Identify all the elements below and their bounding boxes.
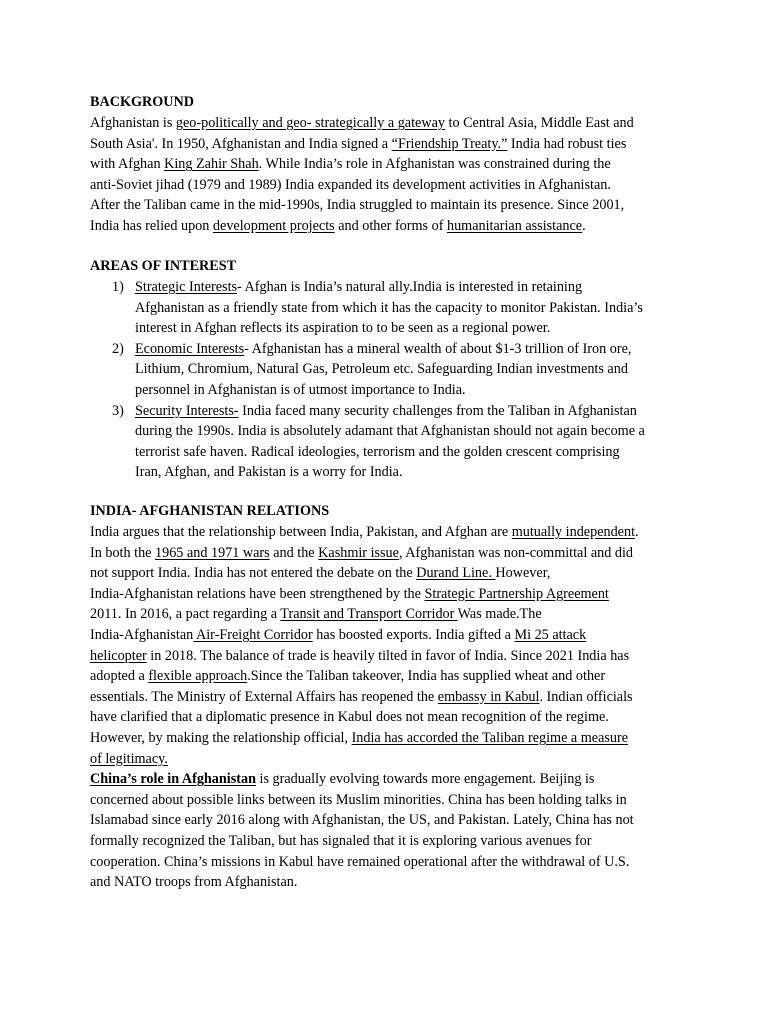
background-line bbox=[90, 154, 611, 174]
underlined-text: Kashmir issue bbox=[318, 544, 399, 561]
text-segment: terrorist safe haven. Radical ideologies, terrorism and the golden crescent comprising bbox=[135, 443, 620, 460]
underlined-text: Transit and Transport Corridor bbox=[280, 606, 458, 623]
text-segment: 2011. In 2016, a pact regarding a bbox=[90, 606, 281, 623]
text-segment: . bbox=[582, 218, 586, 234]
list-item-line bbox=[135, 401, 637, 421]
text-segment: India-Afghanistan bbox=[90, 627, 194, 643]
relations-line bbox=[90, 872, 297, 892]
relations-heading: INDIA- AFGHANISTAN RELATIONS bbox=[90, 503, 330, 519]
text-segment: in 2018. The balance of trade is heavily tilted in favor of India. Since 2021 India has bbox=[146, 647, 630, 664]
underlined-text: Economic Interests bbox=[135, 340, 245, 357]
relations-line bbox=[90, 625, 586, 645]
relations-line bbox=[90, 543, 633, 563]
relations-line bbox=[90, 707, 609, 727]
list-item-line bbox=[135, 462, 403, 482]
relations-line bbox=[90, 769, 594, 789]
list-number: 2) bbox=[112, 340, 124, 357]
text-segment: to Central Asia, Middle East and bbox=[444, 115, 634, 131]
underlined-text: geo-politically and geo- strategically a gateway bbox=[175, 115, 445, 131]
underlined-text: development projects bbox=[212, 218, 335, 234]
relations-line bbox=[90, 687, 633, 707]
relations-line bbox=[90, 810, 634, 830]
underlined-text: Strategic Interests bbox=[135, 279, 238, 295]
list-number: 1) bbox=[112, 279, 124, 295]
underlined-text: helicopter bbox=[90, 647, 147, 664]
underlined-text: Strategic Partnership Agreement bbox=[424, 585, 609, 602]
underlined-text: Durand Line. bbox=[416, 565, 496, 582]
list-item-line bbox=[135, 277, 582, 297]
text-segment: Lithium, Chromium, Natural Gas, Petroleum etc. Safeguarding Indian investments and bbox=[135, 361, 628, 378]
underlined-text: Mi 25 attack bbox=[514, 627, 587, 643]
underlined-text: Air-Freight Corridor bbox=[193, 627, 313, 643]
text-segment: adopted a bbox=[90, 668, 149, 685]
text-segment: However, bbox=[495, 565, 551, 582]
list-item-line bbox=[135, 298, 643, 318]
text-segment: . While India’s role in Afghanistan was constrained during the bbox=[258, 156, 611, 173]
text-segment: . Indian officials bbox=[539, 688, 633, 705]
underlined-text: humanitarian assistance bbox=[446, 218, 583, 234]
text-segment: is gradually evolving towards more engagement. Beijing is bbox=[255, 771, 595, 788]
list-item-line bbox=[135, 359, 628, 379]
list-item-line bbox=[135, 318, 550, 338]
underlined-text: “Friendship Treaty.” bbox=[391, 135, 508, 152]
text-segment: - Afghanistan has a mineral wealth of about $1-3 trillion of Iron ore, bbox=[244, 340, 632, 357]
areas-heading: AREAS OF INTEREST bbox=[90, 258, 237, 274]
text-segment: formally recognized the Taliban, but has signaled that it is exploring various avenues for bbox=[90, 833, 592, 849]
background-line bbox=[90, 195, 624, 215]
text-segment: cooperation. China’s missions in Kabul have remained operational after the withdrawal of U.S. bbox=[90, 853, 630, 870]
relations-line bbox=[90, 584, 609, 604]
text-segment: India had robust ties bbox=[507, 135, 627, 152]
underlined-text: of legitimacy. bbox=[90, 750, 168, 767]
list-number: 3) bbox=[112, 402, 124, 419]
text-segment: Afghanistan is bbox=[90, 115, 176, 131]
relations-line bbox=[90, 563, 550, 583]
background-line bbox=[90, 113, 634, 133]
text-segment: essentials. The Ministry of External Affairs has reopened the bbox=[90, 688, 438, 705]
background-heading: BACKGROUND bbox=[90, 94, 195, 110]
relations-line bbox=[90, 790, 627, 810]
list-item-line bbox=[135, 421, 645, 441]
list-item-line bbox=[135, 442, 620, 462]
background-line bbox=[90, 216, 586, 236]
underlined-text: Security Interests- bbox=[135, 402, 239, 419]
list-item-line bbox=[135, 339, 631, 359]
text-segment: India has relied upon bbox=[90, 218, 213, 234]
text-segment: Afghanistan as a friendly state from which it has the capacity to monitor Pakistan. India’s bbox=[135, 299, 643, 316]
relations-line bbox=[90, 831, 591, 851]
relations-line bbox=[90, 522, 639, 542]
text-segment: After the Taliban came in the mid-1990s, India struggled to maintain its presence. Since 2001, bbox=[90, 197, 625, 214]
underlined-text: embassy in Kabul bbox=[437, 688, 540, 705]
underlined-text: mutually independent bbox=[511, 524, 636, 540]
text-segment: and the bbox=[269, 544, 319, 561]
text-segment: interest in Afghan reflects its aspiration to to be seen as a regional power. bbox=[135, 320, 551, 337]
relations-line bbox=[90, 728, 628, 748]
underlined-text: flexible approach bbox=[148, 668, 248, 685]
text-segment: .Since the Taliban takeover, India has supplied wheat and other bbox=[247, 668, 606, 685]
underlined-text: 1965 and 1971 wars bbox=[155, 544, 270, 561]
text-segment: Was made.The bbox=[457, 606, 542, 623]
text-segment: concerned about possible links between its Muslim minorities. China has been holding talks in bbox=[90, 791, 627, 808]
text-segment: India faced many security challenges from the Taliban in Afghanistan bbox=[238, 402, 637, 419]
text-segment: , Afghanistan was non-committal and did bbox=[398, 544, 634, 561]
underlined-text: China’s role in Afghanistan bbox=[90, 771, 256, 788]
text-segment: . bbox=[635, 524, 639, 540]
relations-line bbox=[90, 852, 629, 872]
relations-line bbox=[90, 604, 542, 624]
text-segment: South Asia'. In 1950, Afghanistan and India signed a bbox=[90, 135, 392, 152]
background-line bbox=[90, 134, 626, 154]
text-segment: personnel in Afghanistan is of utmost importance to India. bbox=[135, 382, 466, 398]
list-item-line bbox=[135, 380, 466, 400]
underlined-text: India has accorded the Taliban regime a measure bbox=[351, 730, 629, 746]
text-segment: - Afghan is India’s natural ally.India is interested in retaining bbox=[237, 279, 583, 295]
text-segment: India-Afghanistan relations have been strengthened by the bbox=[90, 585, 425, 602]
text-segment: In both the bbox=[90, 544, 156, 561]
text-segment: have clarified that a diplomatic presence in Kabul does not mean recognition of the regime. bbox=[90, 709, 609, 726]
relations-line bbox=[90, 666, 605, 686]
text-segment: India argues that the relationship between India, Pakistan, and Afghan are bbox=[90, 524, 512, 540]
text-segment: Islamabad since early 2016 along with Afghanistan, the US, and Pakistan. Lately, China has not bbox=[90, 812, 634, 829]
text-segment: has boosted exports. India gifted a bbox=[312, 627, 515, 643]
relations-line bbox=[90, 749, 168, 769]
text-segment: and NATO troops from Afghanistan. bbox=[90, 874, 298, 891]
background-line bbox=[90, 175, 611, 195]
text-segment: and other forms of bbox=[334, 218, 447, 234]
relations-line bbox=[90, 646, 629, 666]
underlined-text: King Zahir Shah bbox=[164, 156, 259, 173]
text-segment: not support India. India has not entered the debate on the bbox=[90, 565, 417, 582]
text-segment: during the 1990s. India is absolutely adamant that Afghanistan should not again become a bbox=[135, 423, 645, 440]
text-segment: Iran, Afghan, and Pakistan is a worry for India. bbox=[135, 464, 403, 481]
text-segment: anti-Soviet jihad (1979 and 1989) India expanded its development activities in Afghanistan. bbox=[90, 176, 611, 193]
text-segment: with Afghan bbox=[90, 156, 165, 173]
text-segment: However, by making the relationship official, bbox=[90, 730, 352, 746]
